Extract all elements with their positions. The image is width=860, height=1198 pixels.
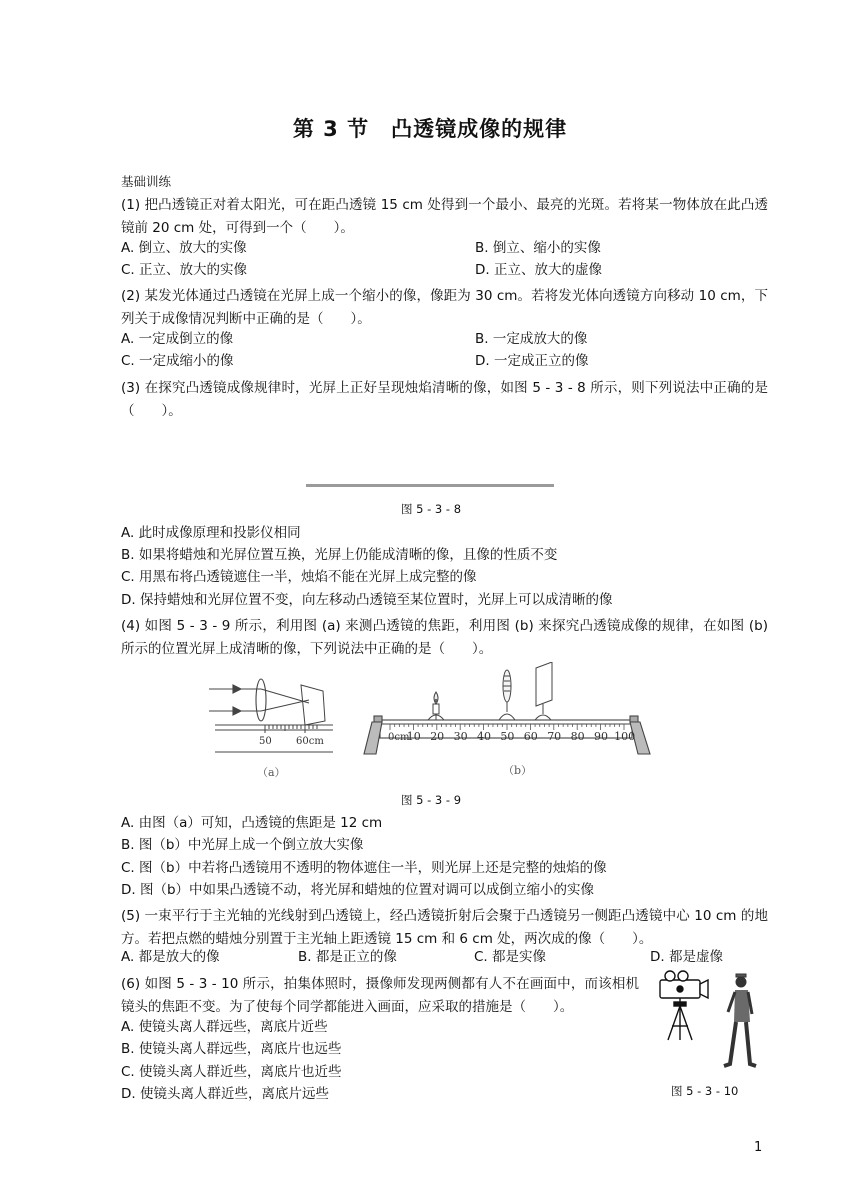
q1-option-b: B. 倒立、缩小的实像: [475, 240, 601, 256]
ruler-a-label-50: 50: [259, 736, 272, 747]
figure-5-3-8-caption: 图 5 - 3 - 8: [401, 502, 462, 516]
q6-option-b: B. 使镜头离人群远些，离底片也远些: [121, 1041, 342, 1057]
figure-b-label: （b）: [503, 764, 533, 777]
figure-5-3-9a: [205, 675, 340, 785]
q1-option-d: D. 正立、放大的虚像: [475, 262, 602, 278]
q6-option-a: A. 使镜头离人群远些，离底片近些: [121, 1019, 328, 1035]
figure-5-3-8-placeholder: [306, 484, 554, 487]
q1-stem: (1) 把凸透镜正对着太阳光，可在距凸透镜 15 cm 处得到一个最小、最亮的光斑。若将某一物体放在此凸透镜前 20 cm 处，可得到一个（ ）。: [121, 197, 768, 236]
q4-option-a: A. 由图（a）可知，凸透镜的焦距是 12 cm: [121, 815, 383, 831]
bench-label-80: 80: [570, 730, 585, 743]
figure-5-3-9-caption: 图 5 - 3 - 9: [401, 793, 462, 807]
q3-stem: (3) 在探究凸透镜成像规律时，光屏上正好呈现烛焰清晰的像，如图 5 - 3 - 8 所示，则下列说法中正确的是（ ）。: [121, 380, 768, 419]
candle-icon: [428, 692, 444, 720]
q4-stem: (4) 如图 5 - 3 - 9 所示，利用图 (a) 来测凸透镜的焦距，利用图 (b) 来探究凸透镜成像的规律，在如图 (b) 所示的位置光屏上成清晰的像，下列说法中正确的是（ ）。: [121, 618, 768, 657]
figure-a-label: （a）: [257, 766, 286, 779]
parallel-light-rays: [209, 685, 261, 715]
q2-option-c: C. 一定成缩小的像: [121, 353, 234, 369]
camera-tripod-icon: [660, 971, 708, 1040]
q6-option-c: C. 使镜头离人群近些，离底片也近些: [121, 1064, 342, 1080]
q5-option-a: A. 都是放大的像: [121, 949, 220, 965]
q3-option-b: B. 如果将蜡烛和光屏位置互换，光屏上仍能成清晰的像，且像的性质不变: [121, 547, 558, 563]
q5-stem: (5) 一束平行于主光轴的光线射到凸透镜上，经凸透镜折射后会聚于凸透镜另一侧距凸透镜中心 10 cm 的地方。若把点燃的蜡烛分别置于主光轴上距透镜 15 cm 和 6 cm 处，两次成的像（ ）。: [121, 908, 768, 947]
screen-icon: [301, 685, 325, 725]
page-title: 第 3 节 凸透镜成像的规律: [292, 117, 568, 141]
q5-option-c: C. 都是实像: [474, 949, 547, 965]
screen-icon: [535, 662, 552, 720]
q2-option-b: B. 一定成放大的像: [475, 331, 588, 347]
q3-option-a: A. 此时成像原理和投影仪相同: [121, 525, 301, 541]
q3-option-d: D. 保持蜡烛和光屏位置不变，向左移动凸透镜至某位置时，光屏上可以成清晰的像: [121, 592, 613, 608]
page-number: 1: [754, 1140, 763, 1155]
bench-labels: [388, 730, 635, 743]
q2-option-a: A. 一定成倒立的像: [121, 331, 234, 347]
bench-label-70: 70: [547, 730, 562, 743]
q1-option-a: A. 倒立、放大的实像: [121, 240, 247, 256]
q4-option-b: B. 图（b）中光屏上成一个倒立放大实像: [121, 837, 364, 853]
bench-label-90: 90: [594, 730, 608, 743]
bench-label-0cm: 0cm: [388, 732, 410, 743]
bench-label-100: 100: [614, 730, 636, 743]
q5-option-b: B. 都是正立的像: [298, 949, 397, 965]
figure-5-3-10-caption: 图 5 - 3 - 10: [671, 1084, 739, 1098]
bench-label-20: 20: [430, 730, 445, 743]
figure-5-3-10: [652, 968, 762, 1072]
walking-person-icon: [724, 974, 756, 1066]
q6-option-d: D. 使镜头离人群近些，离底片远些: [121, 1086, 329, 1102]
bench-label-60: 60: [523, 730, 538, 743]
q2-stem: (2) 某发光体通过凸透镜在光屏上成一个缩小的像，像距为 30 cm。若将发光体向透镜方向移动 10 cm，下列关于成像情况判断中正确的是（ ）。: [121, 288, 768, 327]
convex-lens-icon: [256, 679, 266, 721]
figure-5-3-9b: [360, 662, 655, 784]
q3-option-c: C. 用黑布将凸透镜遮住一半，烛焰不能在光屏上成完整的像: [121, 569, 477, 585]
q2-option-d: D. 一定成正立的像: [475, 353, 589, 369]
convex-lens-icon: [499, 670, 515, 720]
q1-option-c: C. 正立、放大的实像: [121, 262, 248, 278]
q6-stem: (6) 如图 5 - 3 - 10 所示，拍集体照时，摄像师发现两侧都有人不在画面中，而该相机镜头的焦距不变。为了使每个同学都能进入画面，应采取的措施是（ ）。: [121, 976, 639, 1015]
bench-label-40: 40: [477, 730, 491, 743]
q4-option-c: C. 图（b）中若将凸透镜用不透明的物体遮住一半，则光屏上还是完整的烛焰的像: [121, 860, 607, 876]
bench-label-50: 50: [500, 730, 515, 743]
q5-option-d: D. 都是虚像: [650, 949, 723, 965]
section-heading: 基础训练: [121, 174, 172, 189]
bench-label-30: 30: [453, 730, 468, 743]
bench-label-10: 10: [406, 730, 421, 743]
q4-option-d: D. 图（b）中如果凸透镜不动，将光屏和蜡烛的位置对调可以成倒立缩小的实像: [121, 882, 595, 898]
ruler-a-label-60: 60cm: [296, 736, 324, 747]
